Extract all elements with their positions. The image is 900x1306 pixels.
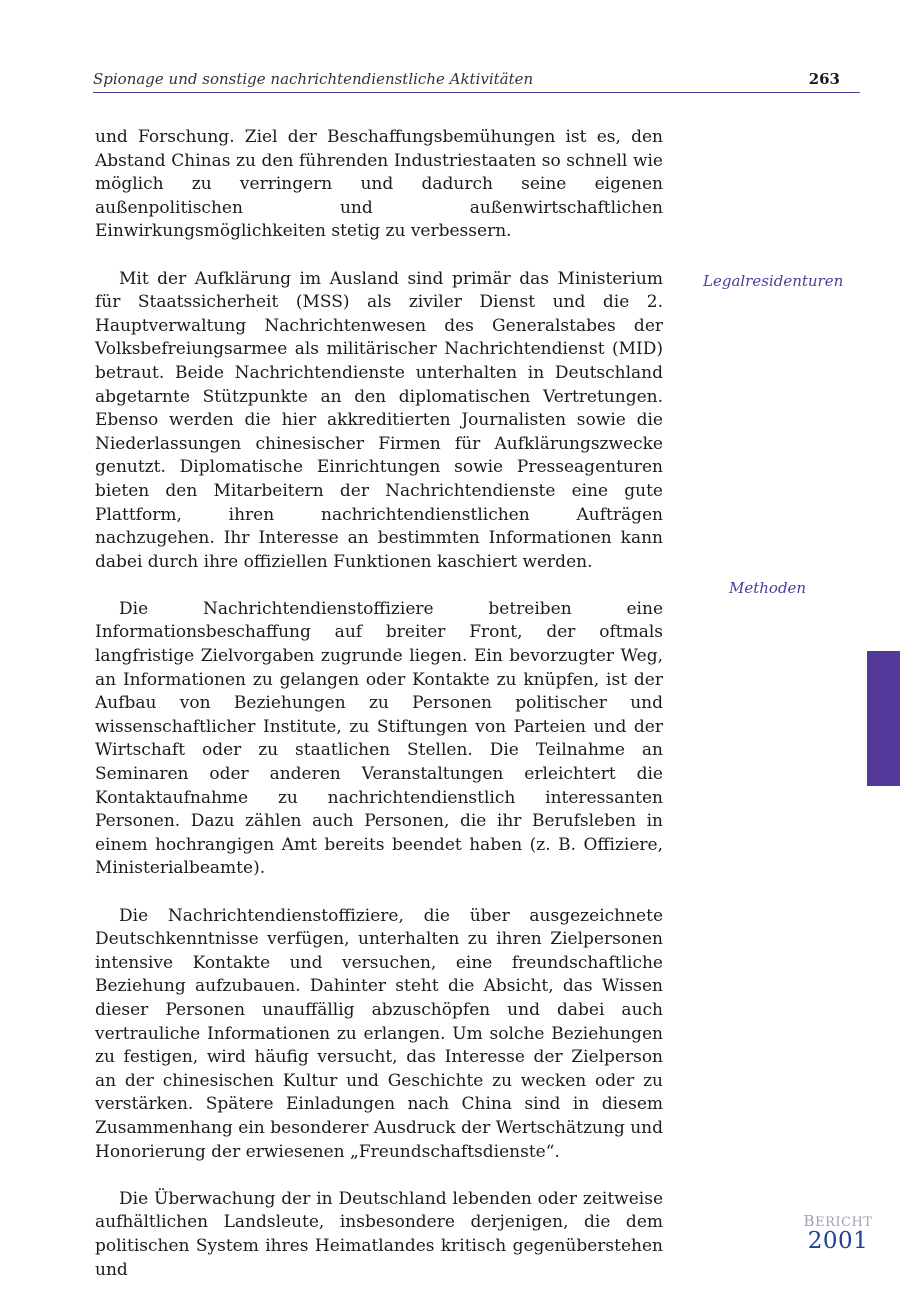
paragraph-kontaktpflege: Die Nachrichtendienstoffiziere, die über ausgezeichnete Deutschkenntnisse verfügen, unterhalten zu ihren Zielpersonen intensive Kontakte und versuchen, eine freundschaftliche Beziehung aufzubauen. Dahinter steht die Absicht, das Wissen dieser Personen unauffällig abzuschöpfen und dabei auch vertrauliche Informationen zu erlangen. Um solche Beziehungen zu festigen, wird häufig versucht, das Interesse der Zielperson an der chinesischen Kultur und Geschichte zu wecken oder zu verstärken. Spätere Einladungen nach China sind in diesem Zusammenhang ein besonderer Ausdruck der Wertschätzung und Honorierung der erwiesenen „Freundschaftsdienste“. <box>95 905 663 1162</box>
margin-note-legalresidenturen: Legalresidenturen <box>703 272 844 290</box>
chapter-side-tab <box>867 651 900 786</box>
page-number: 263 <box>808 70 840 88</box>
running-title: Spionage und sonstige nachrichtendienstliche Aktivitäten <box>93 70 534 88</box>
bericht-2001-logo <box>800 1214 876 1252</box>
running-header <box>93 68 860 93</box>
logo-word-rest: ERICHT <box>815 1215 873 1230</box>
paragraph-methoden: Die Nachrichtendienstoffiziere betreiben eine Informationsbeschaffung auf breiter Front, der oftmals langfristige Zielvorgaben zugrunde liegen. Ein bevorzugter Weg, an Informationen zu gelangen oder Kontakte zu knüpfen, ist der Aufbau von Beziehungen zu Personen politischer und wissenschaftlicher Institute, zu Stiftungen von Parteien und der Wirtschaft oder zu staatlichen Stellen. Die Teilnahme an Seminaren oder anderen Veranstaltungen erleichtert die Kontaktaufnahme zu nachrichtendienstlich interessanten Personen. Dazu zählen auch Personen, die ihr Berufsleben in einem hochrangigen Amt bereits beendet haben (z. B. Offiziere, Ministerialbeamte). <box>95 598 663 879</box>
paragraph-legalresidenturen: Mit der Aufklärung im Ausland sind primär das Ministerium für Staatssicherheit (MSS) als ziviler Dienst und die 2. Hauptverwaltung Nachrichtenwesen des Generalstabes der Volksbefreiungsarmee als militärischer Nachrichtendienst (MID) betraut. Beide Nachrichtendienste unterhalten in Deutschland abgetarnte Stützpunkte an den diplomatischen Vertretungen. Ebenso werden die hier akkreditierten Journalisten sowie die Niederlassungen chinesischer Firmen für Aufklärungszwecke genutzt. Diplomatische Einrichtungen sowie Presseagenturen bieten den Mitarbeitern der Nachrichtendienste eine gute Plattform, ihren nachrichtendienstlichen Aufträgen nachzugehen. Ihr Interesse an bestimmten Informationen kann dabei durch ihre offiziellen Funktionen kaschiert werden. <box>95 268 663 572</box>
logo-year: 2001 <box>807 1228 869 1254</box>
body-text <box>95 126 663 1306</box>
logo-word-initial: B <box>803 1212 816 1230</box>
paragraph-ueberwachung: Die Überwachung der in Deutschland lebenden oder zeitweise aufhältlichen Landsleute, insbesondere derjenigen, die dem politischen System ihres Heimatlandes kritisch gegenüberstehen und <box>95 1188 663 1280</box>
paragraph-continuation: und Forschung. Ziel der Beschaffungsbemühungen ist es, den Abstand Chinas zu den führenden Industriestaaten so schnell wie möglich zu verringern und dadurch seine eigenen außenpolitischen und außenwirtschaftlichen Einwirkungsmöglichkeiten stetig zu verbessern. <box>95 127 663 242</box>
margin-note-methoden: Methoden <box>729 579 807 597</box>
